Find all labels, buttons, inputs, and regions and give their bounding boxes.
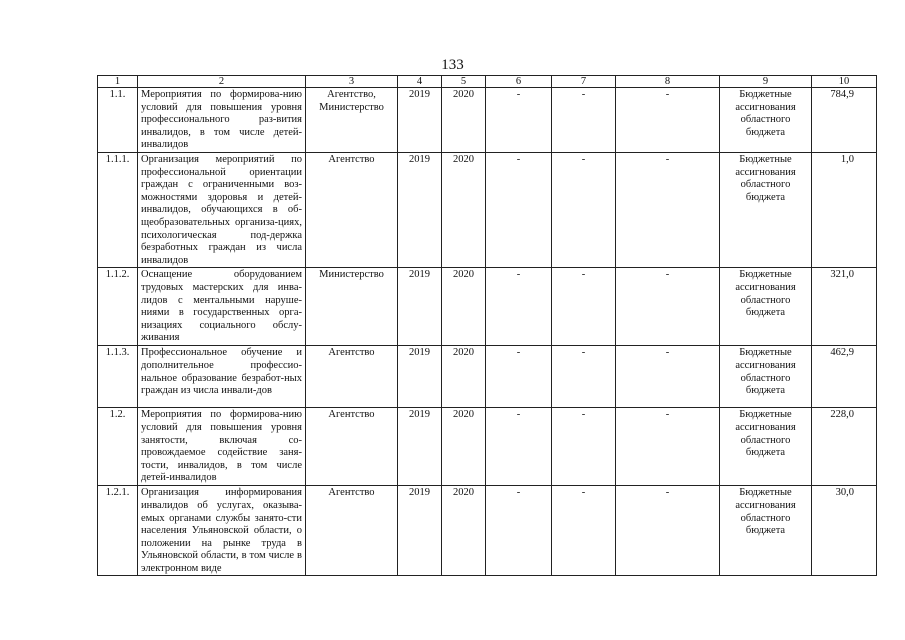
year-end: 2020 xyxy=(442,486,486,576)
measure-name: Организация мероприятий по профессиональной ориентации граждан с ограниченными воз-можностями здоровья и детей-инвалидов, обучающихся в об-щеобразовательных организа-циях, психологическая под-держка безработных граждан из числа инвалидов xyxy=(138,152,306,267)
column-6-value: - xyxy=(486,88,552,153)
column-7-value: - xyxy=(552,268,616,346)
column-6-value: - xyxy=(486,486,552,576)
column-8-value: - xyxy=(616,346,720,408)
item-number: 1.1. xyxy=(98,88,138,153)
column-header: 2 xyxy=(138,76,306,88)
table-row xyxy=(98,152,877,267)
year-end: 2020 xyxy=(442,346,486,408)
item-number: 1.1.1. xyxy=(98,152,138,267)
executor: Агентство xyxy=(306,408,398,486)
column-8-value: - xyxy=(616,486,720,576)
executor: Агентство, Министерство xyxy=(306,88,398,153)
column-6-value: - xyxy=(486,408,552,486)
header-row xyxy=(98,76,877,88)
column-7-value: - xyxy=(552,346,616,408)
column-header: 6 xyxy=(486,76,552,88)
column-8-value: - xyxy=(616,152,720,267)
item-number: 1.2. xyxy=(98,408,138,486)
measure-name: Оснащение оборудованием трудовых мастерских для инва-лидов с ментальными наруше-ниями в государственных орга-низациях социального обслу-живания xyxy=(138,268,306,346)
funding-source: Бюджетные ассигнования областного бюджета xyxy=(720,486,812,576)
item-number: 1.1.3. xyxy=(98,346,138,408)
amount: 30,0 xyxy=(812,486,877,576)
year-end: 2020 xyxy=(442,152,486,267)
column-header: 10 xyxy=(812,76,877,88)
year-end: 2020 xyxy=(442,268,486,346)
amount: 321,0 xyxy=(812,268,877,346)
year-start: 2019 xyxy=(398,268,442,346)
item-number: 1.2.1. xyxy=(98,486,138,576)
page-number: 133 xyxy=(441,57,464,73)
amount: 462,9 xyxy=(812,346,877,408)
column-7-value: - xyxy=(552,408,616,486)
amount: 228,0 xyxy=(812,408,877,486)
table-row xyxy=(98,486,877,576)
year-start: 2019 xyxy=(398,152,442,267)
column-6-value: - xyxy=(486,346,552,408)
column-7-value: - xyxy=(552,152,616,267)
column-header: 8 xyxy=(616,76,720,88)
column-7-value: - xyxy=(552,88,616,153)
year-start: 2019 xyxy=(398,346,442,408)
column-7-value: - xyxy=(552,486,616,576)
column-6-value: - xyxy=(486,152,552,267)
column-header: 5 xyxy=(442,76,486,88)
table-row xyxy=(98,268,877,346)
column-8-value: - xyxy=(616,268,720,346)
program-table xyxy=(97,75,877,576)
executor: Агентство xyxy=(306,152,398,267)
measure-name: Организация информирования инвалидов об услугах, оказыва-емых органами службы занято-сти населения Ульяновской области, о положении на рынке труда в Ульяновской области, в том числе в электронном виде xyxy=(138,486,306,576)
funding-source: Бюджетные ассигнования областного бюджета xyxy=(720,408,812,486)
executor: Министерство xyxy=(306,268,398,346)
table-row xyxy=(98,346,877,408)
funding-source: Бюджетные ассигнования областного бюджета xyxy=(720,88,812,153)
year-end: 2020 xyxy=(442,88,486,153)
funding-source: Бюджетные ассигнования областного бюджета xyxy=(720,346,812,408)
column-8-value: - xyxy=(616,88,720,153)
funding-source: Бюджетные ассигнования областного бюджета xyxy=(720,268,812,346)
column-6-value: - xyxy=(486,268,552,346)
measure-name: Мероприятия по формирова-нию условий для повышения уровня профессионального раз-вития инвалидов, в том числе детей-инвалидов xyxy=(138,88,306,153)
measure-name: Мероприятия по формирова-нию условий для повышения уровня занятости, включая со-провождаемое содействие заня-тости, инвалидов, в том числе детей-инвалидов xyxy=(138,408,306,486)
year-end: 2020 xyxy=(442,408,486,486)
column-header: 4 xyxy=(398,76,442,88)
executor: Агентство xyxy=(306,486,398,576)
executor: Агентство xyxy=(306,346,398,408)
year-start: 2019 xyxy=(398,486,442,576)
table-row xyxy=(98,408,877,486)
column-header: 7 xyxy=(552,76,616,88)
table-row xyxy=(98,88,877,153)
column-8-value: - xyxy=(616,408,720,486)
column-header: 9 xyxy=(720,76,812,88)
amount: 1,0 xyxy=(812,152,877,267)
funding-source: Бюджетные ассигнования областного бюджета xyxy=(720,152,812,267)
measure-name: Профессиональное обучение и дополнительное профессио-нальное образование безработ-ных граждан из числа инвали-дов xyxy=(138,346,306,408)
item-number: 1.1.2. xyxy=(98,268,138,346)
year-start: 2019 xyxy=(398,408,442,486)
column-header: 1 xyxy=(98,76,138,88)
column-header: 3 xyxy=(306,76,398,88)
year-start: 2019 xyxy=(398,88,442,153)
amount: 784,9 xyxy=(812,88,877,153)
